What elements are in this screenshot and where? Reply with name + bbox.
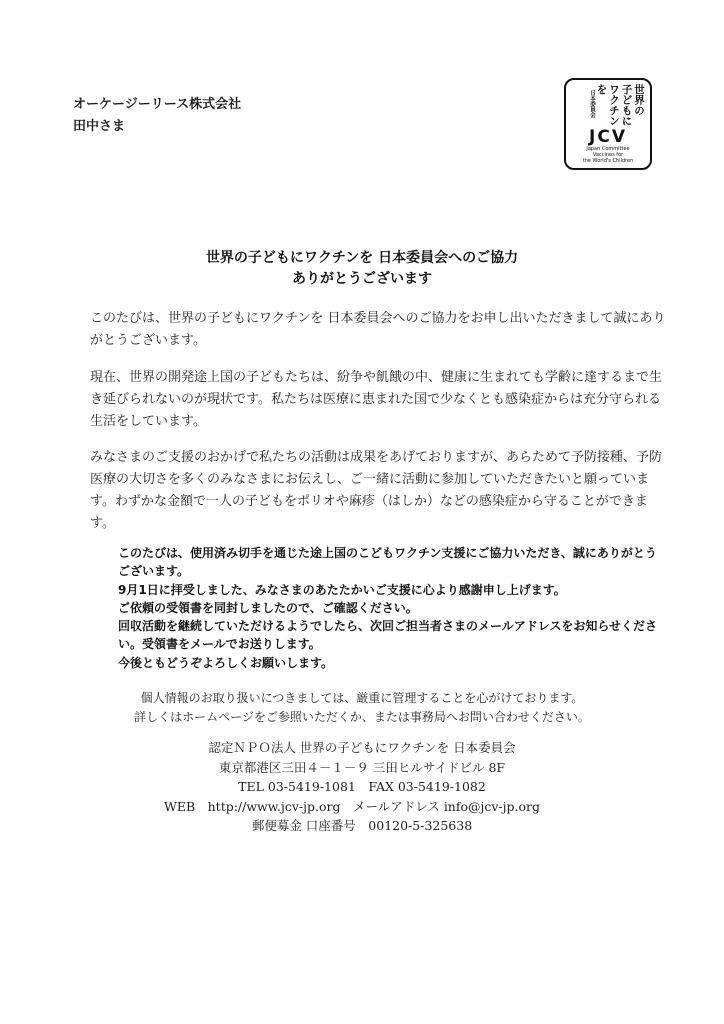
- jcv-logo: [564, 78, 652, 170]
- title-line-2: ありがとうございます: [292, 271, 432, 287]
- privacy-note: [0, 689, 724, 727]
- logo-kanji-col-4: を: [595, 84, 608, 95]
- logo-english-line: Vaccines for: [592, 151, 624, 158]
- logo-mark: JCV: [589, 127, 627, 147]
- body-paragraph-3: みなさまのご支援のおかげで私たちの活動は成果をあげておりますが、あらためて予防接種、予防医療の大切さを多くのみなさまにお伝えし、ご一緒に活動に参加していただきたいと願っています。わずかな金額で一人の子どもをポリオや麻疹（はしか）などの感染症から守ることができます。: [90, 450, 663, 531]
- footer-web-email: WEB http://www.jcv-jp.org メールアドレス info@jcv-jp.org: [163, 798, 541, 814]
- notice-line: 回収活動を継続していただけるようでしたら、次回ご担当者さまのメールアドレスをお知らせください。受領書をメールでお送りします。: [118, 619, 658, 652]
- notice-line: 今後ともどうぞよろしくお願いします。: [118, 655, 334, 670]
- logo-kanji-col-1: 世界の: [633, 84, 645, 116]
- notice-line: このたびは、使用済み切手を通じた途上国のこどもワクチン支援にご協力いただき、誠にありがとうございます。: [118, 546, 657, 579]
- addressee-person: 田中さま: [73, 119, 126, 134]
- privacy-line-1: 個人情報のお取り扱いにつきましては、厳重に管理することを心がけております。: [140, 691, 584, 705]
- footer-address: 東京都港区三田４－１－９ 三田ヒルサイドビル 8F: [218, 759, 506, 775]
- footer-org-name: 認定ＮＰＯ法人 世界の子どもにワクチンを 日本委員会: [208, 740, 516, 755]
- logo-kanji-small: 日本委員会: [589, 90, 595, 118]
- notice-line: 9月1日に拝受しました、みなさまのあたたかいご支援に心より感謝申し上げます。: [118, 582, 566, 597]
- logo-english: [568, 147, 648, 164]
- addressee-company: オーケージーリース株式会社: [73, 97, 242, 112]
- letter-title: [0, 248, 724, 290]
- logo-kanji-col-3: ワクチン: [608, 84, 620, 126]
- acknowledgement-notice: [118, 544, 663, 672]
- notice-line: ご依頼の受領書を同封しましたので、ご確認ください。: [118, 600, 418, 615]
- body-paragraph-2: 現在、世界の開発途上国の子どもたちは、紛争や飢餓の中、健康に生まれても学齢に達するまで生き延びられないのが現状です。私たちは医療に恵まれた国で少なくとも感染症からは充分守られる生活をしています。: [90, 370, 663, 429]
- logo-kanji-col-2: 子どもに: [620, 84, 633, 126]
- logo-english-line: the World's Children: [582, 157, 634, 164]
- footer-tel-fax: TEL 03-5419-1081 FAX 03-5419-1082: [238, 779, 486, 794]
- logo-kanji: [589, 84, 645, 126]
- footer-postal-account: 郵便募金 口座番号 00120-5-325638: [251, 818, 473, 833]
- title-line-1: 世界の子どもにワクチンを 日本委員会へのご協力: [205, 250, 519, 266]
- organization-footer: [0, 738, 724, 836]
- body-paragraph-1: このたびは、世界の子どもにワクチンを 日本委員会へのご協力をお申し出いただきまして誠にありがとうございます。: [90, 311, 666, 348]
- logo-english-line: Japan Committee: [586, 146, 630, 152]
- addressee: [73, 94, 241, 138]
- privacy-line-2: 詳しくはホームページをご参照いただくか、または事務局へお問い合わせください。: [134, 710, 590, 724]
